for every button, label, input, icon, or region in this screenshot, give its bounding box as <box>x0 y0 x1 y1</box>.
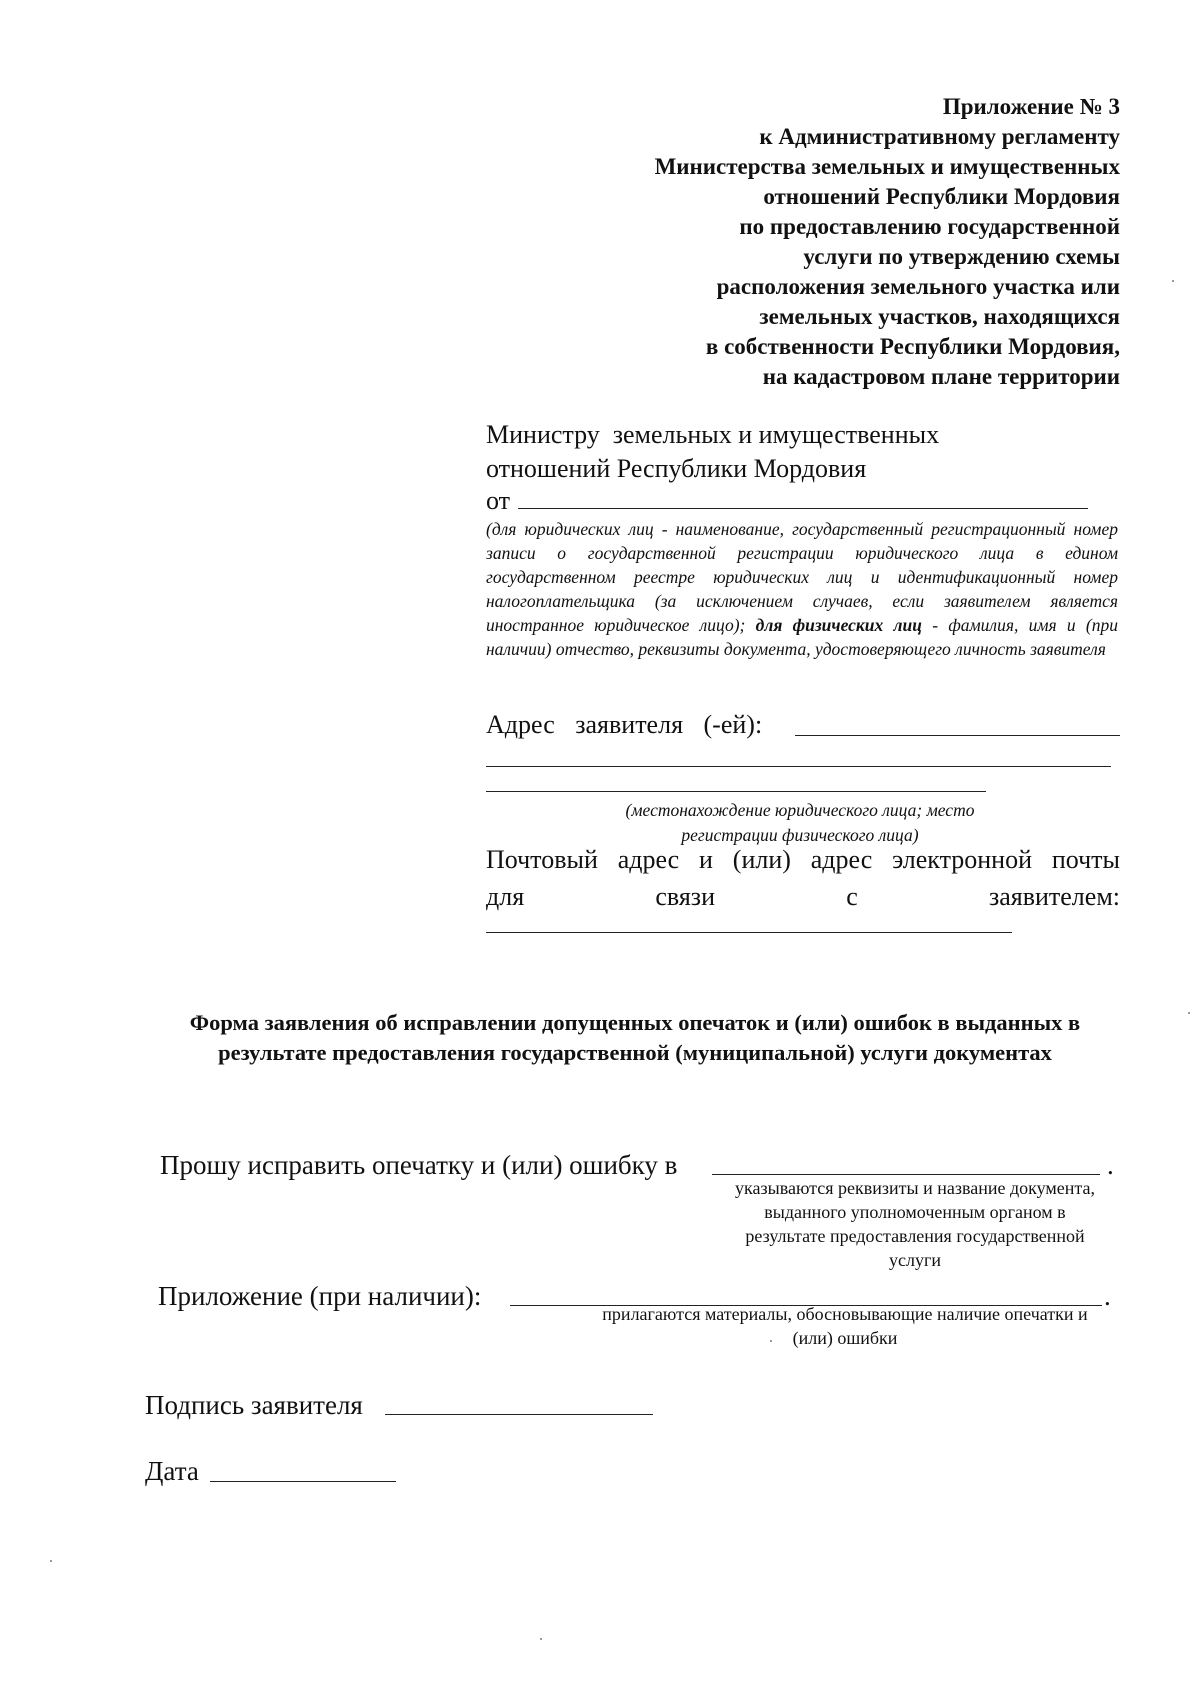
appendix-line: на кадастровом плане территории <box>762 364 1120 389</box>
attachment-hint-line: прилагаются материалы, обосновывающие наличие опечатки и <box>602 1304 1088 1324</box>
appendix-header <box>560 92 1120 392</box>
scan-speck <box>1172 280 1174 282</box>
location-hint-line-1: (местонахождение юридического лица; место <box>625 800 975 820</box>
form-title <box>140 1008 1130 1068</box>
appendix-line: услуги по утверждению схемы <box>803 244 1120 269</box>
form-title-line-1: Форма заявления об исправлении допущенных опечаток и (или) ошибок в выданных в <box>189 1010 1081 1035</box>
appendix-line: отношений Республики Мордовия <box>763 184 1120 209</box>
addressee-block <box>486 418 939 486</box>
scan-speck <box>50 1560 52 1562</box>
appendix-line: к Административному регламенту <box>759 124 1120 149</box>
applicant-hint-individuals: для физических лиц <box>755 615 922 635</box>
request-hint-line: указываются реквизиты и название документа, <box>735 1178 1095 1198</box>
addressee-line-2: отношений Республики Мордовия <box>486 454 867 483</box>
request-document-field[interactable] <box>712 1174 1100 1175</box>
date-field[interactable] <box>210 1481 396 1482</box>
appendix-line: Министерства земельных и имущественных <box>654 154 1120 179</box>
postal-field[interactable] <box>486 932 1012 933</box>
attachment-label: Приложение (при наличии): <box>158 1281 482 1311</box>
request-hint <box>700 1176 1130 1272</box>
scan-speck <box>540 1638 542 1640</box>
form-title-line-2: результате предоставления государственной (муниципальной) услуги документах <box>218 1040 1052 1065</box>
applicant-hint <box>486 517 1118 661</box>
request-label: Прошу исправить опечатку и (или) ошибку в <box>160 1150 678 1180</box>
attachment-period: . <box>1104 1281 1111 1311</box>
appendix-line: по предоставлению государственной <box>739 214 1120 239</box>
postal-label-line-1: Почтовый адрес и (или) адрес электронной почты <box>486 845 1120 874</box>
scan-speck <box>770 1340 772 1342</box>
applicant-hint-individuals-details: - фамилия, имя и (при наличии) отчество, реквизиты документа, удостоверяющего личность заявителя <box>486 615 1118 659</box>
signature-field[interactable] <box>385 1414 653 1415</box>
applicant-name-field[interactable] <box>518 508 1088 509</box>
request-period: . <box>1107 1150 1114 1180</box>
address-label: Адрес заявителя (-ей): <box>486 710 763 739</box>
scan-speck <box>1188 1012 1190 1014</box>
postal-label-line-2: для связи с заявителем: <box>486 882 1120 911</box>
request-hint-line: результате предоставления государственной <box>745 1226 1085 1246</box>
request-hint-line: услуги <box>889 1250 941 1270</box>
addressee-line-1: Министру земельных и имущественных <box>486 420 940 449</box>
attachment-hint <box>560 1302 1130 1350</box>
address-field-line-1[interactable] <box>795 735 1120 736</box>
from-label: от <box>486 486 511 515</box>
appendix-line: в собственности Республики Мордовия, <box>705 334 1120 359</box>
appendix-line: Приложение № 3 <box>942 94 1120 119</box>
applicant-hint-legal: (для юридических лиц - наименование, государственный регистрационный номер записи о государственной регистрации юридического лица в едином государственном реестре юридических лиц и идентификационный номер налогоплательщика (за исключением случаев, если заявителем является иностранное юридическое лицо); <box>486 519 1118 635</box>
request-hint-line: выданного уполномоченным органом в <box>764 1202 1066 1222</box>
date-label: Дата <box>145 1456 199 1486</box>
address-field-line-3[interactable] <box>486 791 986 792</box>
location-hint-line-2: регистрации физического лица) <box>681 825 919 845</box>
attachment-hint-line: (или) ошибки <box>792 1328 898 1348</box>
appendix-line: расположения земельного участка или <box>716 274 1120 299</box>
address-field-line-2[interactable] <box>486 766 1111 767</box>
location-hint <box>560 798 1040 848</box>
signature-label: Подпись заявителя <box>145 1390 363 1420</box>
appendix-line: земельных участков, находящихся <box>759 304 1120 329</box>
